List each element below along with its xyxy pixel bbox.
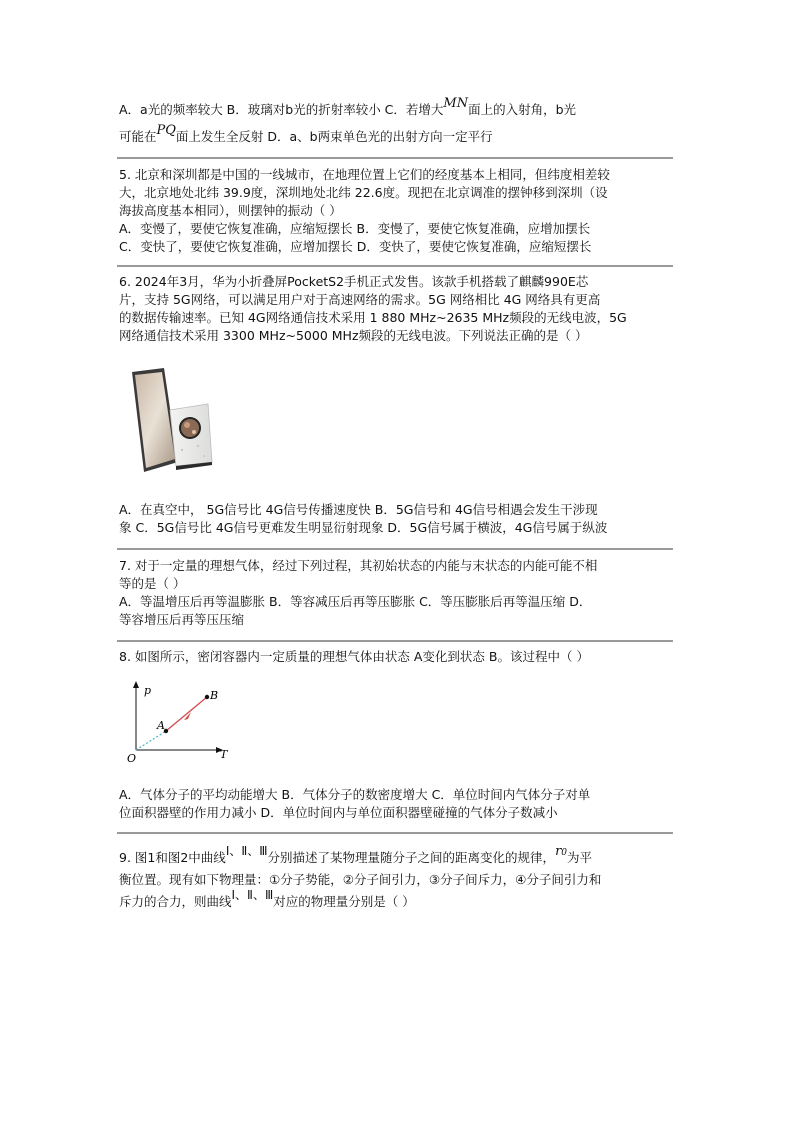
q7-option-line: A．等温增压后再等温膨胀 B．等容减压后再等压膨胀 C．等压膨胀后再等温压缩 D．: [119, 594, 592, 609]
state-b-point: [205, 695, 209, 699]
q8-option-line: A．气体分子的平均动能增大 B．气体分子的数密度增大 C．单位时间内气体分子对单: [119, 787, 591, 802]
q9-stem-line: 衡位置。现有如下物理量：①分子势能，②分子间引力，③分子间斥力，④分子间引力和: [119, 872, 602, 887]
question-6-options: [119, 501, 675, 537]
q9-stem-line: 9. 图1和图2中曲线Ⅰ、Ⅱ、Ⅲ分别描述了某物理量随分子之间的距离变化的规律，r0为平: [119, 844, 593, 865]
t-axis-label: T: [220, 748, 228, 761]
q5-stem-line: 海拔高度基本相同），则摆钟的振动（ ）: [119, 203, 342, 218]
mn-label: MN: [443, 96, 469, 111]
q6-stem-line: 的数据传输速率。已知 4G网络通信技术采用 1 880 MHz~2635 MHz频段的无线电波，5G: [119, 310, 627, 325]
q5-option-line: C．变快了，要使它恢复准确，应增加摆长 D．变快了，要使它恢复准确，应缩短摆长: [119, 239, 592, 254]
extension-dotted-line: [136, 731, 166, 750]
q6-option-line: A．在真空中， 5G信号比 4G信号传播速度快 B．5G信号和 4G信号相遇会发生干涉现: [119, 502, 598, 517]
point-a-label: A: [157, 719, 165, 732]
foldable-phone-image: [124, 366, 224, 476]
q8-stem: 8. 如图所示，密闭容器内一定质量的理想气体由状态 A变化到状态 B。该过程中（ ）: [119, 649, 589, 664]
q7-stem-line: 7. 对于一定量的理想气体，经过下列过程，其初始状态的内能与末状态的内能可能不相: [119, 558, 598, 573]
q6-stem-line: 6. 2024年3月，华为小折叠屏PocketS2手机正式发售。该款手机搭载了麒麟990E芯: [119, 274, 589, 289]
q8-option-line: 位面积器壁的作用力减小 D．单位时间内与单位面积器壁碰撞的气体分子数减小: [119, 805, 558, 820]
p-t-graph: [124, 678, 236, 764]
divider: [117, 157, 673, 159]
q6-stem-line: 网络通信技术采用 3300 MHz~5000 MHz频段的无线电波。下列说法正确的是（ ）: [119, 328, 588, 343]
question-9: [119, 844, 675, 911]
q7-stem-line: 等的是（ ）: [119, 576, 186, 591]
origin-label: O: [127, 752, 137, 764]
q9-stem-line: 斥力的合力，则曲线Ⅰ、Ⅱ、Ⅲ对应的物理量分别是（ ）: [119, 888, 415, 909]
q5-stem-line: 大，北京地处北纬 39.9度，深圳地处北纬 22.6度。现把在北京调准的摆钟移到深圳（设: [119, 185, 608, 200]
q4-option-line-1: A．a光的频率较大 B．玻璃对b光的折射率较小 C．若增大MN面上的入射角，b光: [119, 96, 577, 117]
divider: [117, 548, 673, 550]
divider: [117, 640, 673, 642]
q6-option-line: 象 C．5G信号比 4G信号更难发生明显衍射现象 D．5G信号属于横波，4G信号属于纵波: [119, 520, 608, 535]
r0-symbol: r0: [555, 844, 568, 859]
point-b-label: B: [210, 689, 219, 702]
divider: [117, 265, 673, 267]
q5-option-line: A．变慢了，要使它恢复准确，应缩短摆长 B．变慢了，要使它恢复准确，应增加摆长: [119, 221, 591, 236]
question-6: [119, 273, 675, 345]
question-7: [119, 557, 675, 629]
question-5: [119, 166, 675, 256]
curve-numerals: Ⅰ、Ⅱ、Ⅲ: [225, 844, 268, 858]
pq-label: PQ: [156, 123, 176, 138]
q5-stem-line: 5. 北京和深圳都是中国的一线城市，在地理位置上它们的经度基本上相同，但纬度相差较: [119, 167, 610, 182]
curve-numerals: Ⅰ、Ⅱ、Ⅲ: [231, 888, 274, 902]
question-8-options: [119, 786, 675, 822]
p-axis-label: p: [144, 684, 152, 697]
q7-option-line: 等容增压后再等压压缩: [119, 612, 245, 627]
question-4-options: [119, 96, 675, 147]
process-line: [166, 697, 207, 731]
p-axis-arrow-icon: [133, 681, 139, 688]
q4-option-line-2: 可能在PQ面上发生全反射 D．a、b两束单色光的出射方向一定平行: [119, 123, 493, 144]
q6-stem-line: 片，支持 5G网络，可以满足用户对于高速网络的需求。5G 网络相比 4G 网络具有更高: [119, 292, 601, 307]
divider: [117, 832, 673, 834]
question-8: [119, 648, 675, 666]
